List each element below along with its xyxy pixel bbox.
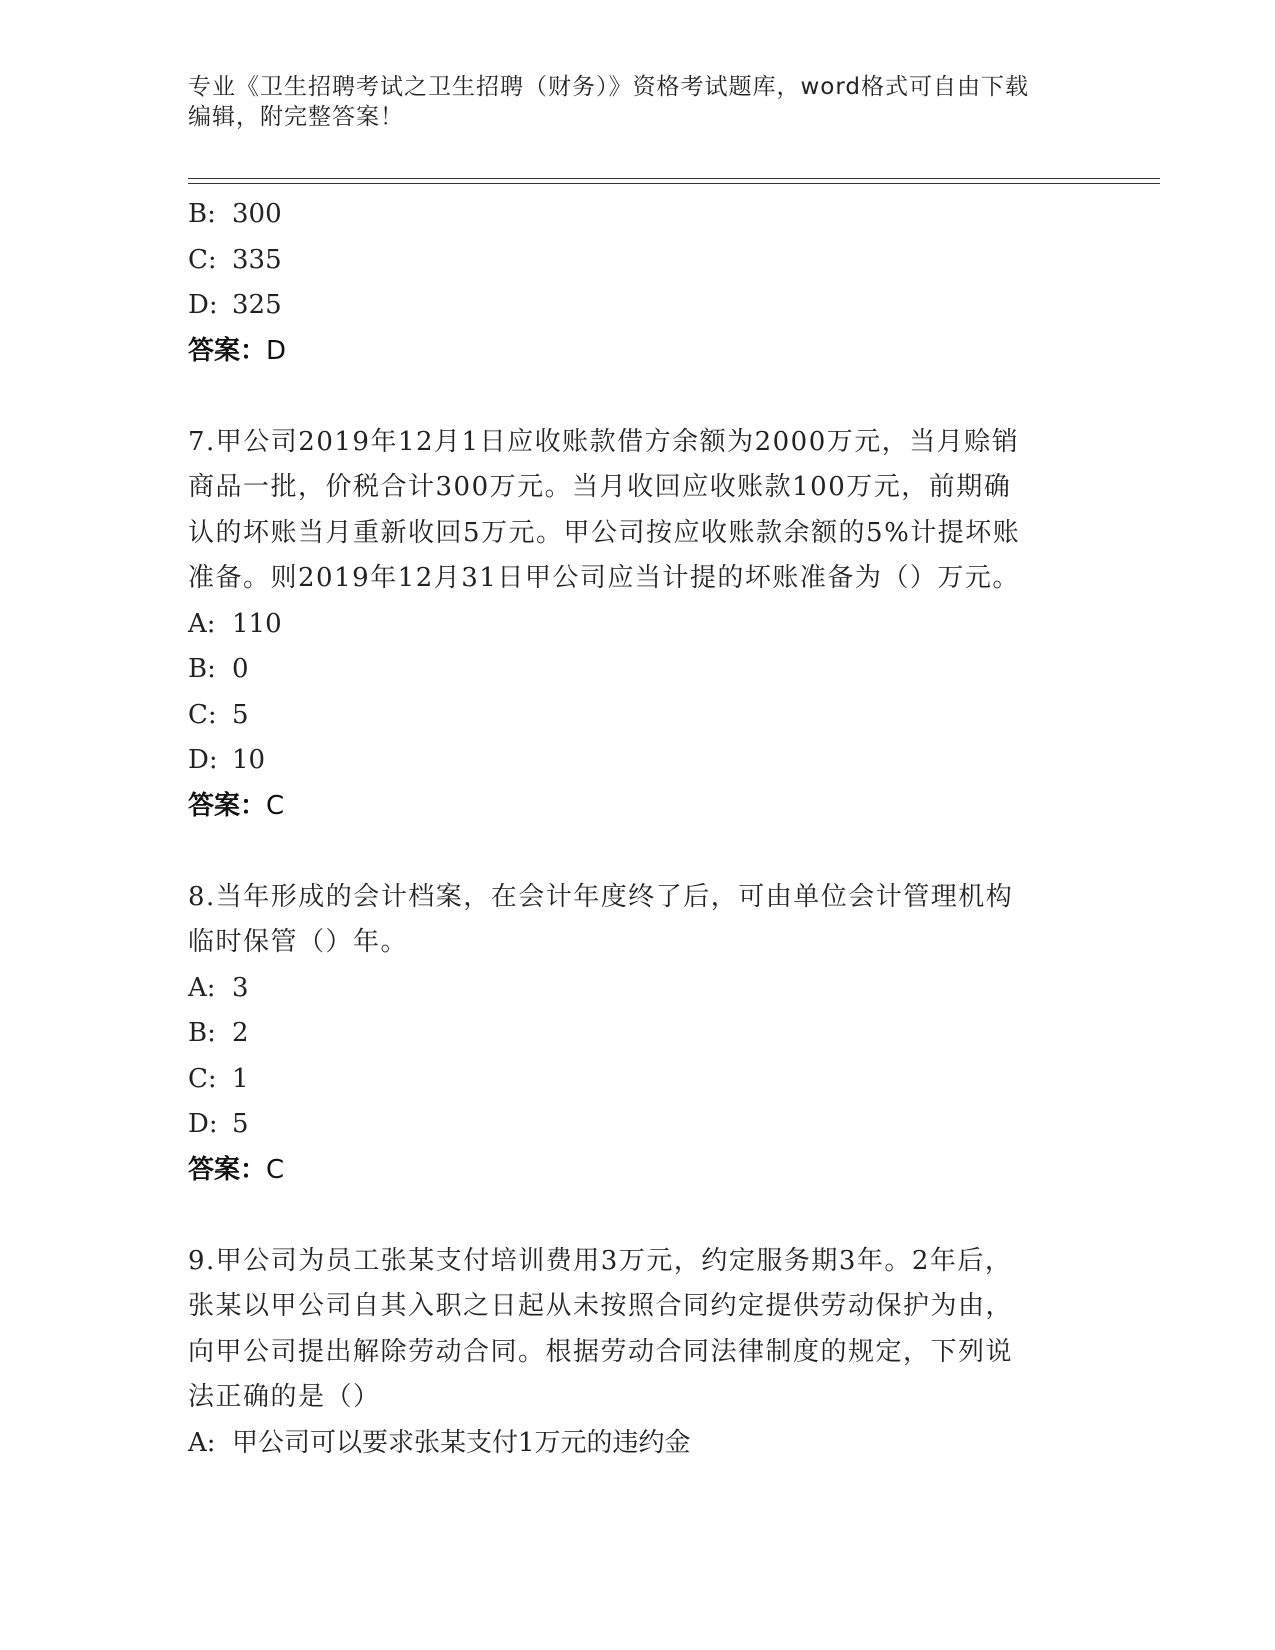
option-b: B: 0	[188, 654, 249, 684]
header-line-2: 编辑，附完整答案！	[188, 104, 404, 130]
question-6-tail	[188, 192, 1088, 374]
option-d: D: 10	[188, 745, 266, 775]
spacer	[188, 374, 1088, 420]
question-7	[188, 420, 1088, 830]
question-stem: 8.当年形成的会计档案，在会计年度终了后，可由单位会计管理机构 临时保管（）年。	[188, 881, 1014, 957]
answer-line: 答案：C	[188, 790, 285, 821]
spacer	[188, 1193, 1088, 1239]
spacer	[188, 829, 1088, 875]
option-c: C: 5	[188, 699, 249, 730]
question-stem: 9.甲公司为员工张某支付培训费用3万元，约定服务期3年。2年后， 张某以甲公司自其入职之日起从未按照合同约定提供劳动保护为由， 向甲公司提出解除劳动合同。根据劳动合同法律制度的规定，下列说 法正确的是（）	[188, 1245, 1014, 1412]
question-list	[188, 192, 1088, 1466]
header-divider-bottom	[188, 183, 1160, 184]
option-b: B: 2	[188, 1018, 249, 1048]
question-9	[188, 1239, 1088, 1467]
option-a: A: 110	[188, 608, 282, 639]
option-c: C: 1	[188, 1063, 249, 1094]
option-a: A: 甲公司可以要求张某支付1万元的违约金	[188, 1427, 691, 1458]
header-divider-top	[188, 178, 1160, 179]
option-a: A: 3	[188, 972, 249, 1003]
option-d: D: 325	[188, 290, 282, 320]
option-b: B: 300	[188, 199, 282, 229]
question-8	[188, 875, 1088, 1194]
document-header	[188, 72, 1088, 132]
answer-line: 答案：C	[188, 1154, 285, 1185]
option-d: D: 5	[188, 1109, 249, 1139]
option-c: C: 335	[188, 244, 282, 275]
header-line-1: 专业《卫生招聘考试之卫生招聘（财务）》资格考试题库，word格式可自由下载	[188, 74, 1030, 100]
answer-line: 答案：D	[188, 335, 287, 366]
question-stem: 7.甲公司2019年12月1日应收账款借方余额为2000万元，当月赊销 商品一批，价税合计300万元。当月收回应收账款100万元，前期确 认的坏账当月重新收回5万元。甲公司按应收账款余额的5%计提坏账 准备。则2019年12月31日甲公司应当计提的坏账准备为（）万元。	[188, 426, 1021, 593]
